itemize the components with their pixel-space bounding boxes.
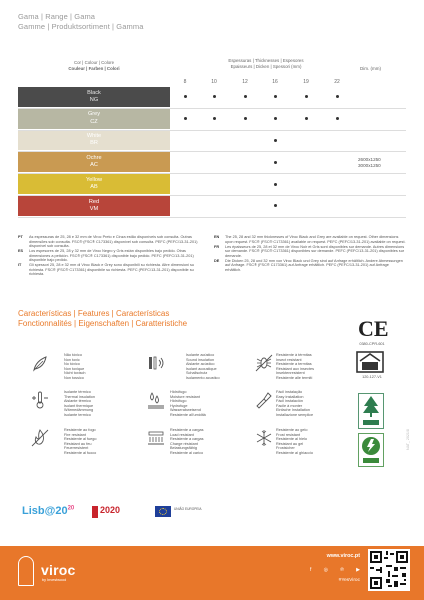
- note-lang: PT: [18, 235, 23, 239]
- feature-line: Isolante térmico: [64, 390, 91, 394]
- color-header-line1: Cor | Colour | Colore: [73, 60, 115, 65]
- thickness-19: 19: [303, 79, 309, 85]
- swatch-code: BR: [90, 140, 98, 147]
- portugal-2020-text: 2020: [100, 505, 121, 515]
- characteristics-title: [18, 309, 187, 329]
- availability-dot: [184, 95, 187, 98]
- dimension-2: 3000x1250: [358, 163, 381, 168]
- thickness-header-line1: Espessuras | Thicknesses | Espesores: [228, 58, 304, 63]
- non-toxic-icon: [30, 353, 50, 373]
- feature-line: Fácil instalación: [276, 399, 304, 404]
- feature-line: Resistente ao fogo: [64, 428, 96, 432]
- feature-line: Frostsicher: [276, 446, 295, 451]
- feature-line: Load resistant: [170, 432, 194, 437]
- feature-line: Isolamento acustico: [186, 375, 220, 380]
- feature-line: Resistente al fuoco: [64, 450, 97, 455]
- feature-moisture-resistant: [170, 390, 206, 418]
- note-it: [18, 263, 206, 277]
- color-swatch-white: [18, 131, 170, 151]
- feature-sound-insulation: [186, 353, 220, 381]
- thermal-insulation-icon: [30, 390, 50, 410]
- availability-dot: [305, 117, 308, 120]
- note-lang: DE: [214, 258, 220, 263]
- lisboa-2020-logo: [22, 505, 74, 517]
- facebook-icon[interactable]: f: [310, 567, 312, 573]
- social-links: [310, 567, 360, 573]
- thickness-8: 8: [183, 79, 187, 85]
- thickness-16: 16: [272, 79, 278, 85]
- note-lang: IT: [18, 263, 22, 267]
- feature-line: Schallschutz: [186, 371, 208, 376]
- feature-line: Nicht toxisch: [64, 371, 86, 376]
- feature-line: Moisture resistant: [170, 394, 200, 399]
- color-swatch-red: [18, 196, 170, 216]
- ce-mark-logo: CE: [358, 316, 389, 341]
- swatch-code: CZ: [90, 118, 98, 125]
- dimension-values: [358, 157, 381, 169]
- availability-dot: [274, 161, 277, 164]
- lisboa-sup: 20: [67, 505, 75, 512]
- availability-dot: [244, 117, 247, 120]
- swatch-name: Black: [87, 89, 101, 96]
- thickness-header-line2: Epaisseurs | Dicken | Spessori (mm): [230, 63, 302, 69]
- availability-dot: [213, 117, 216, 120]
- website-link[interactable]: www.viroc.pt: [326, 553, 360, 559]
- availability-dot: [274, 204, 277, 207]
- feature-line: Wärmedämmung: [64, 408, 94, 413]
- hashtag: #YesViroc: [338, 578, 360, 583]
- availability-dot: [213, 95, 216, 98]
- fire-resistant-icon: [30, 428, 50, 448]
- color-swatch-yellow: [18, 174, 170, 194]
- feature-line: Resistente a cargas: [170, 428, 204, 432]
- fsc-logo: [358, 393, 384, 429]
- note-en: [214, 235, 406, 244]
- feature-line: Hidrófugo: [170, 390, 187, 394]
- swatch-code: VM: [89, 205, 99, 212]
- feature-line: Isolante termico: [64, 412, 91, 417]
- characteristics-title-line2: Fonctionnalités | Eigenschaften | Caratteristiche: [18, 319, 188, 328]
- feature-termite-resistant: [276, 353, 314, 381]
- feature-easy-installation: [276, 390, 313, 418]
- feature-line: Installazione semplice: [276, 412, 314, 417]
- swatch-code: NG: [89, 96, 99, 103]
- range-title-line2: Gamme | Produktsortiment | Gamma: [18, 22, 144, 31]
- dimension-header: Dim. (mm): [360, 66, 381, 71]
- feature-line: Fácil instalação: [276, 390, 303, 394]
- availability-dot: [184, 117, 187, 120]
- note-text: As espessuras de 25, 28 e 32 mm de Viroc Preto e Cinza estão disponíveis sob consulta. Outras dimensões sob consulta. FSC® (FSC® C173361) disponível sob consulta. PEFC (PEFC/13-31-201) disponível sob consulta.: [29, 235, 198, 248]
- feature-line: Resistente al hielo: [276, 437, 308, 442]
- pinterest-icon[interactable]: ℗: [340, 567, 344, 573]
- color-header-line2: Couleur | Farben | Colori: [68, 66, 120, 71]
- feature-line: Facile à monter: [276, 403, 303, 408]
- easy-installation-icon: [254, 390, 274, 410]
- note-de: [214, 259, 406, 273]
- load-resistant-icon: [146, 428, 166, 448]
- note-lang: FR: [214, 244, 220, 249]
- brand-name: viroc: [41, 562, 76, 578]
- feature-line: Resistente a termitas: [276, 362, 312, 367]
- note-text: Die Dicken 25, 28 und 32 mm von Viroc Black und Grey sind auf Anfrage erhältlich. Andere Abmessungen auf Anfrage. FSC® (FSC® C173361) auf Anfrage erhältlich. PEFC (PEFC/13-31-201) auf Anfrage erhältlich.: [225, 258, 403, 272]
- feature-line: Isolante acústico: [186, 353, 215, 357]
- dimension-1: 2600x1250: [358, 157, 381, 162]
- characteristics-title-line1: Características | Features | Características: [18, 309, 170, 318]
- color-swatch-ochre: [18, 152, 170, 172]
- feature-line: Resistente al fuego: [64, 437, 97, 442]
- sound-insulation-icon: [146, 353, 166, 373]
- feature-line: Não tóxico: [64, 353, 82, 357]
- row-divider: [18, 217, 406, 218]
- availability-dot: [336, 117, 339, 120]
- feature-line: Thermal insulation: [64, 394, 96, 399]
- availability-dot: [274, 117, 277, 120]
- note-text: Los espesores de 25, 28 y 32 mm de Viroc Negro y Gris están disponibles bajo pedido. Otras dimensiones a petición. FSC® (FSC® C173361) disponible bajo pedido. PEFC (PEFC/13-31-201) disponible bajo pedido.: [29, 249, 194, 262]
- feature-line: Resistente all'umidità: [170, 412, 206, 417]
- qb-code: 120-127-V1: [362, 375, 382, 379]
- document-code: NAT_ 2021/8: [406, 429, 410, 450]
- feature-thermal-insulation: [64, 390, 95, 418]
- availability-dot: [305, 95, 308, 98]
- thickness-22: 22: [334, 79, 340, 85]
- feature-line: Non tossico: [64, 375, 84, 380]
- viroc-logo-icon: [18, 556, 34, 586]
- frost-resistant-icon: [254, 428, 274, 448]
- feature-line: Non toxique: [64, 366, 85, 371]
- swatch-code: AB: [90, 184, 98, 191]
- feature-line: Isolant acoustique: [186, 366, 217, 371]
- thickness-column-header: [186, 58, 346, 69]
- notes-left: [18, 235, 206, 277]
- feature-line: Resistente a cargas: [170, 437, 204, 442]
- color-swatch-black: [18, 87, 170, 107]
- feature-fire-resistant: [64, 428, 97, 456]
- note-lang: ES: [18, 249, 24, 253]
- feature-line: Belastungsfähig: [170, 446, 198, 451]
- availability-dot: [244, 95, 247, 98]
- qb-certification-logo: [356, 351, 384, 373]
- swatch-name: Grey: [87, 111, 101, 118]
- feature-line: Resistente alle termiti: [276, 375, 313, 380]
- swatch-code: AC: [90, 162, 98, 169]
- feature-line: Insektenresistent: [276, 371, 305, 376]
- feature-line: Sound insulation: [186, 357, 215, 362]
- portugal-2020-logo: [92, 505, 132, 519]
- note-text: Gli spessori 25, 28 e 32 mm di Viroc Black e Grey sono disponibili su richiesta. Altre dimensioni su richiesta. FSC® (FSC® C173361) disponibile su richiesta. PEFC (PEFC/13-31-201) disponibile su richiesta.: [29, 263, 194, 276]
- availability-dot: [274, 95, 277, 98]
- note-es: [18, 249, 206, 263]
- range-title-line1: Gama | Range | Gama: [18, 12, 96, 21]
- eu-flag-icon: [155, 506, 171, 517]
- feature-line: Easy installation: [276, 394, 304, 399]
- swatch-name: Ochre: [86, 155, 102, 162]
- thickness-10: 10: [211, 79, 217, 85]
- note-pt: [18, 235, 206, 249]
- instagram-icon[interactable]: ◎: [323, 567, 328, 573]
- note-text: Les épaisseurs de 25, 28 et 32 mm de Viroc Noir et Gris sont disponibles sur demande. Autres dimensions sur demande. FSC® (FSC® C173361) disponibles sur demande. PEFC (PEFC/13-31-201) disponibles sur demande.: [225, 244, 405, 258]
- feature-line: Fire resistant: [64, 432, 86, 437]
- feature-line: Einfache Installation: [276, 408, 310, 413]
- feature-line: Résistant aux insectes: [276, 366, 314, 371]
- feature-line: Wasserabweisend: [170, 408, 201, 413]
- feature-line: Hidrófugo: [170, 399, 187, 404]
- feature-line: Insect resistant: [276, 357, 302, 362]
- termite-icon: [254, 353, 274, 373]
- note-text: The 25, 28 and 32 mm thicknesses of Viroc Black and Grey are available on request. Other dimensions upon request. FSC® (FSC® C173361) available on request. PEFC (PEFC/13-31-201) available on request.: [225, 235, 406, 244]
- qr-code[interactable]: [368, 549, 410, 591]
- ce-code: 0380-CPR-601: [359, 342, 385, 346]
- feature-non-toxic: [64, 353, 86, 381]
- feature-line: Resistente ao gelo: [276, 428, 308, 432]
- feature-line: Résistant au feu: [64, 441, 92, 446]
- availability-dot: [336, 95, 339, 98]
- thickness-12: 12: [242, 79, 248, 85]
- swatch-name: Yellow: [86, 176, 102, 183]
- feature-line: No tóxico: [64, 362, 80, 367]
- water-resistant-icon: [146, 390, 166, 410]
- lisboa-text: Lisb@20: [22, 505, 68, 517]
- feature-line: Hydrofuge: [170, 403, 188, 408]
- note-lang: EN: [214, 235, 220, 239]
- feature-line: Resistente al ghiaccio: [276, 450, 313, 455]
- swatch-name: White: [86, 133, 102, 140]
- feature-line: Aislante acústico: [186, 362, 215, 367]
- feature-line: Feuerresistent: [64, 446, 89, 451]
- availability-dot: [274, 139, 277, 142]
- feature-line: Isolant thermique: [64, 403, 94, 408]
- feature-load-resistant: [170, 428, 204, 456]
- feature-line: Resistente al carico: [170, 450, 204, 455]
- availability-dot: [274, 183, 277, 186]
- pefc-logo: [358, 433, 384, 467]
- range-title: [18, 12, 143, 32]
- feature-line: Frost resistant: [276, 432, 301, 437]
- feature-line: Non toxic: [64, 357, 80, 362]
- feature-line: Aislante térmico: [64, 399, 92, 404]
- feature-line: Charge résistant: [170, 441, 198, 446]
- feature-frost-resistant: [276, 428, 313, 456]
- brand-subtitle: by Investwood: [42, 578, 67, 582]
- notes-right: [214, 235, 406, 273]
- feature-line: Resistente à térmitas: [276, 353, 312, 357]
- youtube-icon[interactable]: ▶: [356, 567, 360, 573]
- feature-line: Résistant au gel: [276, 441, 304, 446]
- eu-label: UNIÃO EUROPEIA: [174, 507, 202, 511]
- color-column-header: [18, 60, 170, 72]
- note-fr: [214, 245, 406, 259]
- color-swatch-grey: [18, 109, 170, 129]
- swatch-name: Red: [88, 198, 100, 205]
